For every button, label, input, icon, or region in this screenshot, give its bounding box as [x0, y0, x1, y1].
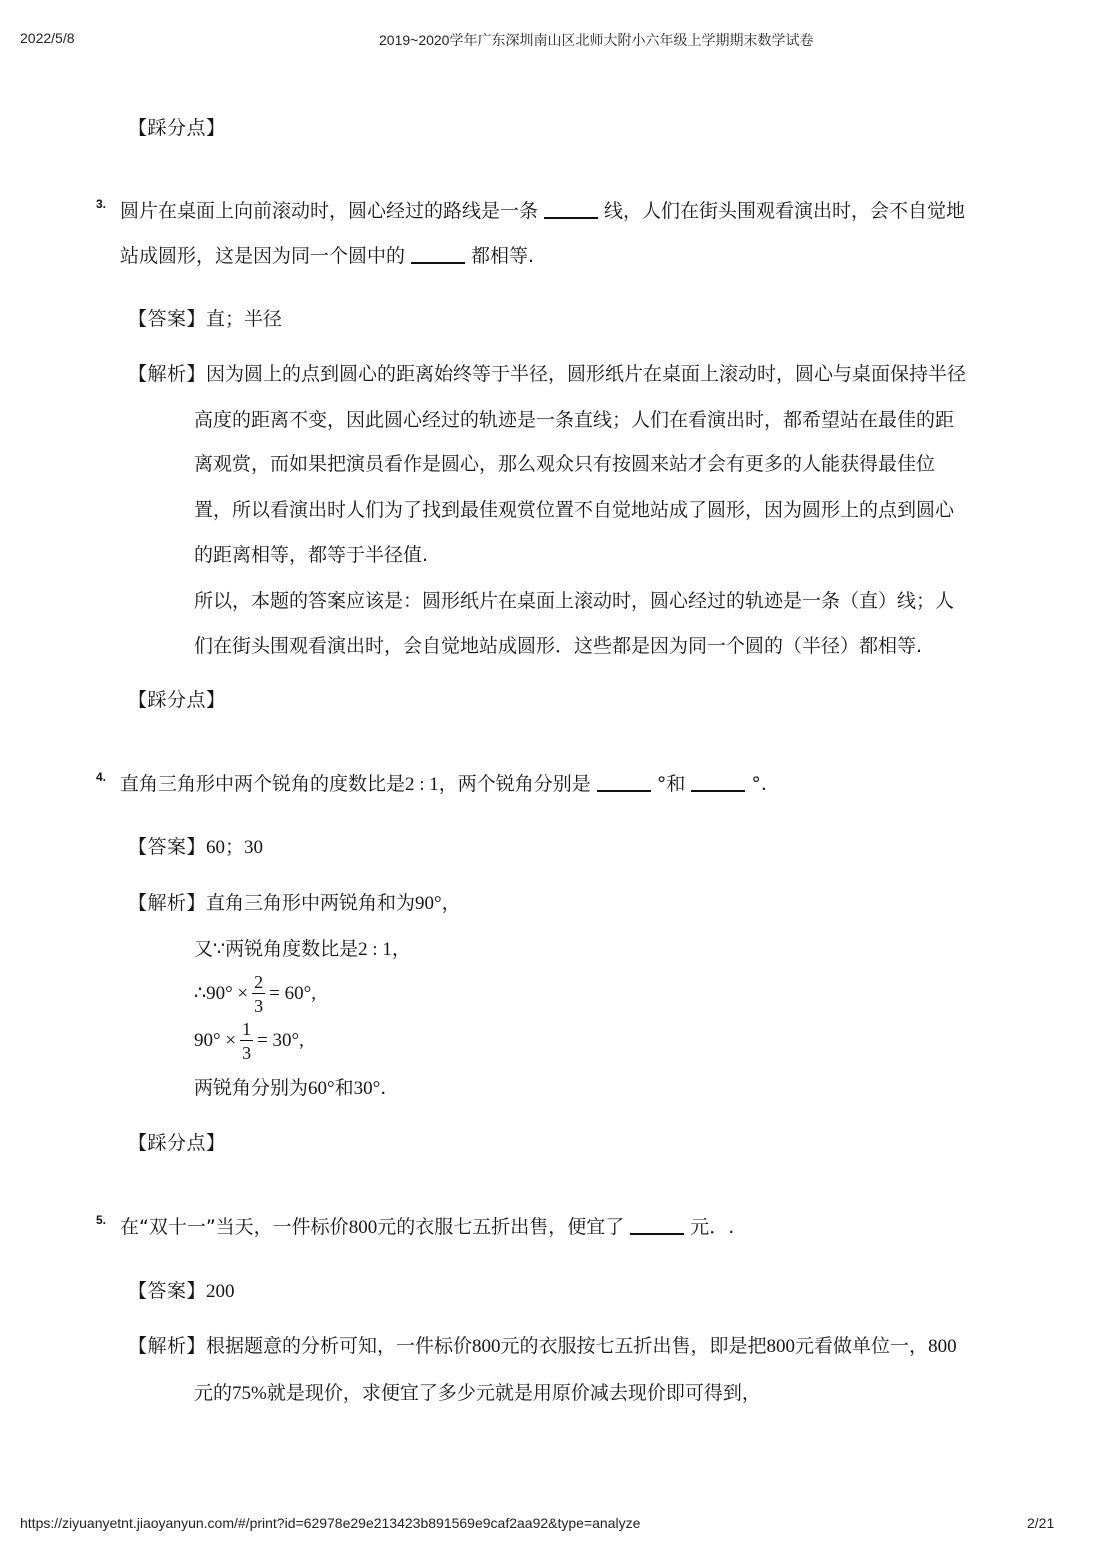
q4-calc-text: = 60°, — [269, 983, 316, 1004]
fraction-bar — [240, 1040, 253, 1041]
q5-answer-value: 200 — [206, 1281, 235, 1302]
q5-analysis-text: 元的衣服按七五折出售，即是把 — [500, 1335, 767, 1357]
q4-calc-text: ∴90° × — [194, 983, 249, 1004]
q4-blank-1 — [597, 772, 651, 792]
q5-stem-text: 元的衣服七五折出售，便宜了 — [377, 1216, 625, 1238]
q4-conclusion-text: . — [380, 1077, 387, 1099]
q3-analysis-line: 所以，本题的答案应该是：圆形纸片在桌面上滚动时，圆心经过的轨迹是一条（直）线；人 — [194, 590, 955, 612]
q4-conclusion — [194, 1075, 386, 1102]
q5-analysis-row — [128, 1333, 957, 1360]
q4-fraction-one-third — [240, 1019, 253, 1063]
q4-stem-text: °. — [751, 773, 767, 795]
q3-analysis-line: 因为圆上的点到圆心的距离始终等于半径，圆形纸片在桌面上滚动时，圆心与桌面保持半径 — [206, 363, 967, 385]
q5-percent: 75% — [232, 1383, 267, 1404]
q3-stem-line-1 — [120, 198, 965, 224]
q3-analysis-line: 们在街头围观看演出时，会自觉地站成圆形．这些都是因为同一个圆的（半径）都相等. — [194, 635, 923, 657]
q5-analysis-text: 元看做单位一， — [795, 1335, 929, 1357]
q4-angle-2: 30° — [353, 1078, 381, 1099]
q5-number-800: 800 — [928, 1336, 957, 1357]
q3-stem-text: 圆片在桌面上向前滚动时，圆心经过的路线是一条 — [120, 200, 539, 222]
document-title: 2019~2020学年广东深圳南山区北师大附小六年级上学期期末数学试卷 — [379, 32, 814, 48]
q4-ratio: 2 : 1 — [405, 774, 439, 795]
q5-analysis-text: 根据题意的分析可知，一件标价 — [206, 1335, 473, 1357]
q2-score-points-label: 【踩分点】 — [128, 117, 226, 139]
q3-score-points-label: 【踩分点】 — [128, 689, 226, 711]
print-date: 2022/5/8 — [20, 30, 75, 46]
q4-calc-1 — [194, 970, 316, 1017]
q3-answer-value: 直；半径 — [206, 308, 283, 330]
q4-angle-1: 60° — [308, 1078, 335, 1099]
q3-analysis-row — [128, 361, 966, 387]
q5-analysis-text: 就是现价，求便宜了多少元就是用原价减去现价即可得到， — [266, 1382, 761, 1404]
q5-stem-text: 在“双十一”当天，一件标价 — [120, 1216, 349, 1238]
q3-analysis-line: 置，所以看演出时人们为了找到最佳观赏位置不自觉地站成了圆形，因为圆形上的点到圆心 — [194, 499, 955, 521]
q3-stem-line-2 — [120, 243, 534, 269]
analysis-label: 【解析】 — [128, 363, 207, 385]
q4-conclusion-text: 和 — [334, 1077, 354, 1099]
q4-calc-text: 90° × — [194, 1030, 237, 1051]
q5-number-800: 800 — [766, 1336, 796, 1357]
analysis-label: 【解析】 — [128, 1335, 207, 1357]
q3-answer-row — [128, 306, 282, 332]
q4-calc-2 — [194, 1017, 304, 1064]
q3-number: 3. — [96, 197, 107, 211]
q3-stem-text: 站成圆形，这是因为同一个圆中的 — [120, 245, 406, 267]
analysis-label: 【解析】 — [128, 892, 207, 914]
q4-analysis-text: ， — [441, 892, 461, 914]
q3-stem-text: 都相等. — [471, 245, 535, 267]
q5-price: 800 — [348, 1217, 378, 1238]
q4-stem-text: ，两个锐角分别是 — [438, 773, 591, 795]
q3-analysis-line: 离观赏，而如果把演员看作是圆心，那么观众只有按圆来站才会有更多的人能获得最佳位 — [194, 453, 936, 475]
q4-stem-text: 直角三角形中两个锐角的度数比是 — [120, 773, 406, 795]
q4-calc-text: = 30°, — [257, 1030, 304, 1051]
q4-score-points-label: 【踩分点】 — [128, 1132, 226, 1154]
q4-analysis-text: 直角三角形中两锐角和为 — [206, 892, 416, 914]
q5-answer-row — [128, 1278, 235, 1305]
q5-analysis-text: 元的 — [194, 1382, 233, 1404]
q4-analysis-line — [194, 936, 411, 963]
q5-analysis-line — [194, 1380, 761, 1407]
fraction-bar — [252, 993, 265, 994]
fraction-numerator: 2 — [254, 971, 264, 992]
q4-stem — [120, 771, 767, 798]
q3-stem-text: 线，人们在街头围观看演出时，会不自觉地 — [604, 200, 966, 222]
q4-answer-value: 60；30 — [206, 837, 264, 858]
fraction-denominator: 3 — [242, 1042, 252, 1063]
q5-stem-text: 元．. — [690, 1216, 735, 1238]
q3-blank-1 — [544, 199, 598, 219]
page-url: https://ziyuanyetnt.jiaoyanyun.com/#/print?id=62978e29e213423b891569e9caf2aa92&type=analyze — [20, 1515, 641, 1531]
q4-analysis-text: 又∵两锐角度数比是 — [194, 938, 359, 960]
fraction-denominator: 3 — [254, 995, 264, 1016]
q4-stem-text: °和 — [656, 773, 686, 795]
q3-analysis-line: 的距离相等，都等于半径值. — [194, 544, 429, 566]
q3-blank-2 — [411, 244, 465, 264]
q5-number: 5. — [96, 1213, 107, 1227]
fraction-numerator: 1 — [242, 1018, 252, 1039]
q4-number: 4. — [96, 770, 107, 784]
q5-blank — [630, 1215, 684, 1235]
q4-blank-2 — [691, 772, 745, 792]
q4-fraction-two-thirds — [252, 972, 265, 1016]
q5-stem — [120, 1214, 734, 1241]
q4-angle-sum: 90° — [415, 893, 442, 914]
q4-conclusion-text: 两锐角分别为 — [194, 1077, 309, 1099]
q3-analysis-line: 高度的距离不变，因此圆心经过的轨迹是一条直线；人们在看演出时，都希望站在最佳的距 — [194, 409, 955, 431]
answer-label: 【答案】 — [128, 1280, 207, 1302]
answer-label: 【答案】 — [128, 836, 207, 858]
q5-number-800: 800 — [472, 1336, 501, 1357]
q4-ratio-again: 2 : 1 — [358, 939, 392, 960]
page-number: 2/21 — [1027, 1515, 1055, 1531]
q4-analysis-text: ， — [391, 938, 411, 960]
q4-answer-row — [128, 834, 263, 861]
answer-label: 【答案】 — [128, 308, 207, 330]
q4-analysis-row — [128, 890, 461, 917]
